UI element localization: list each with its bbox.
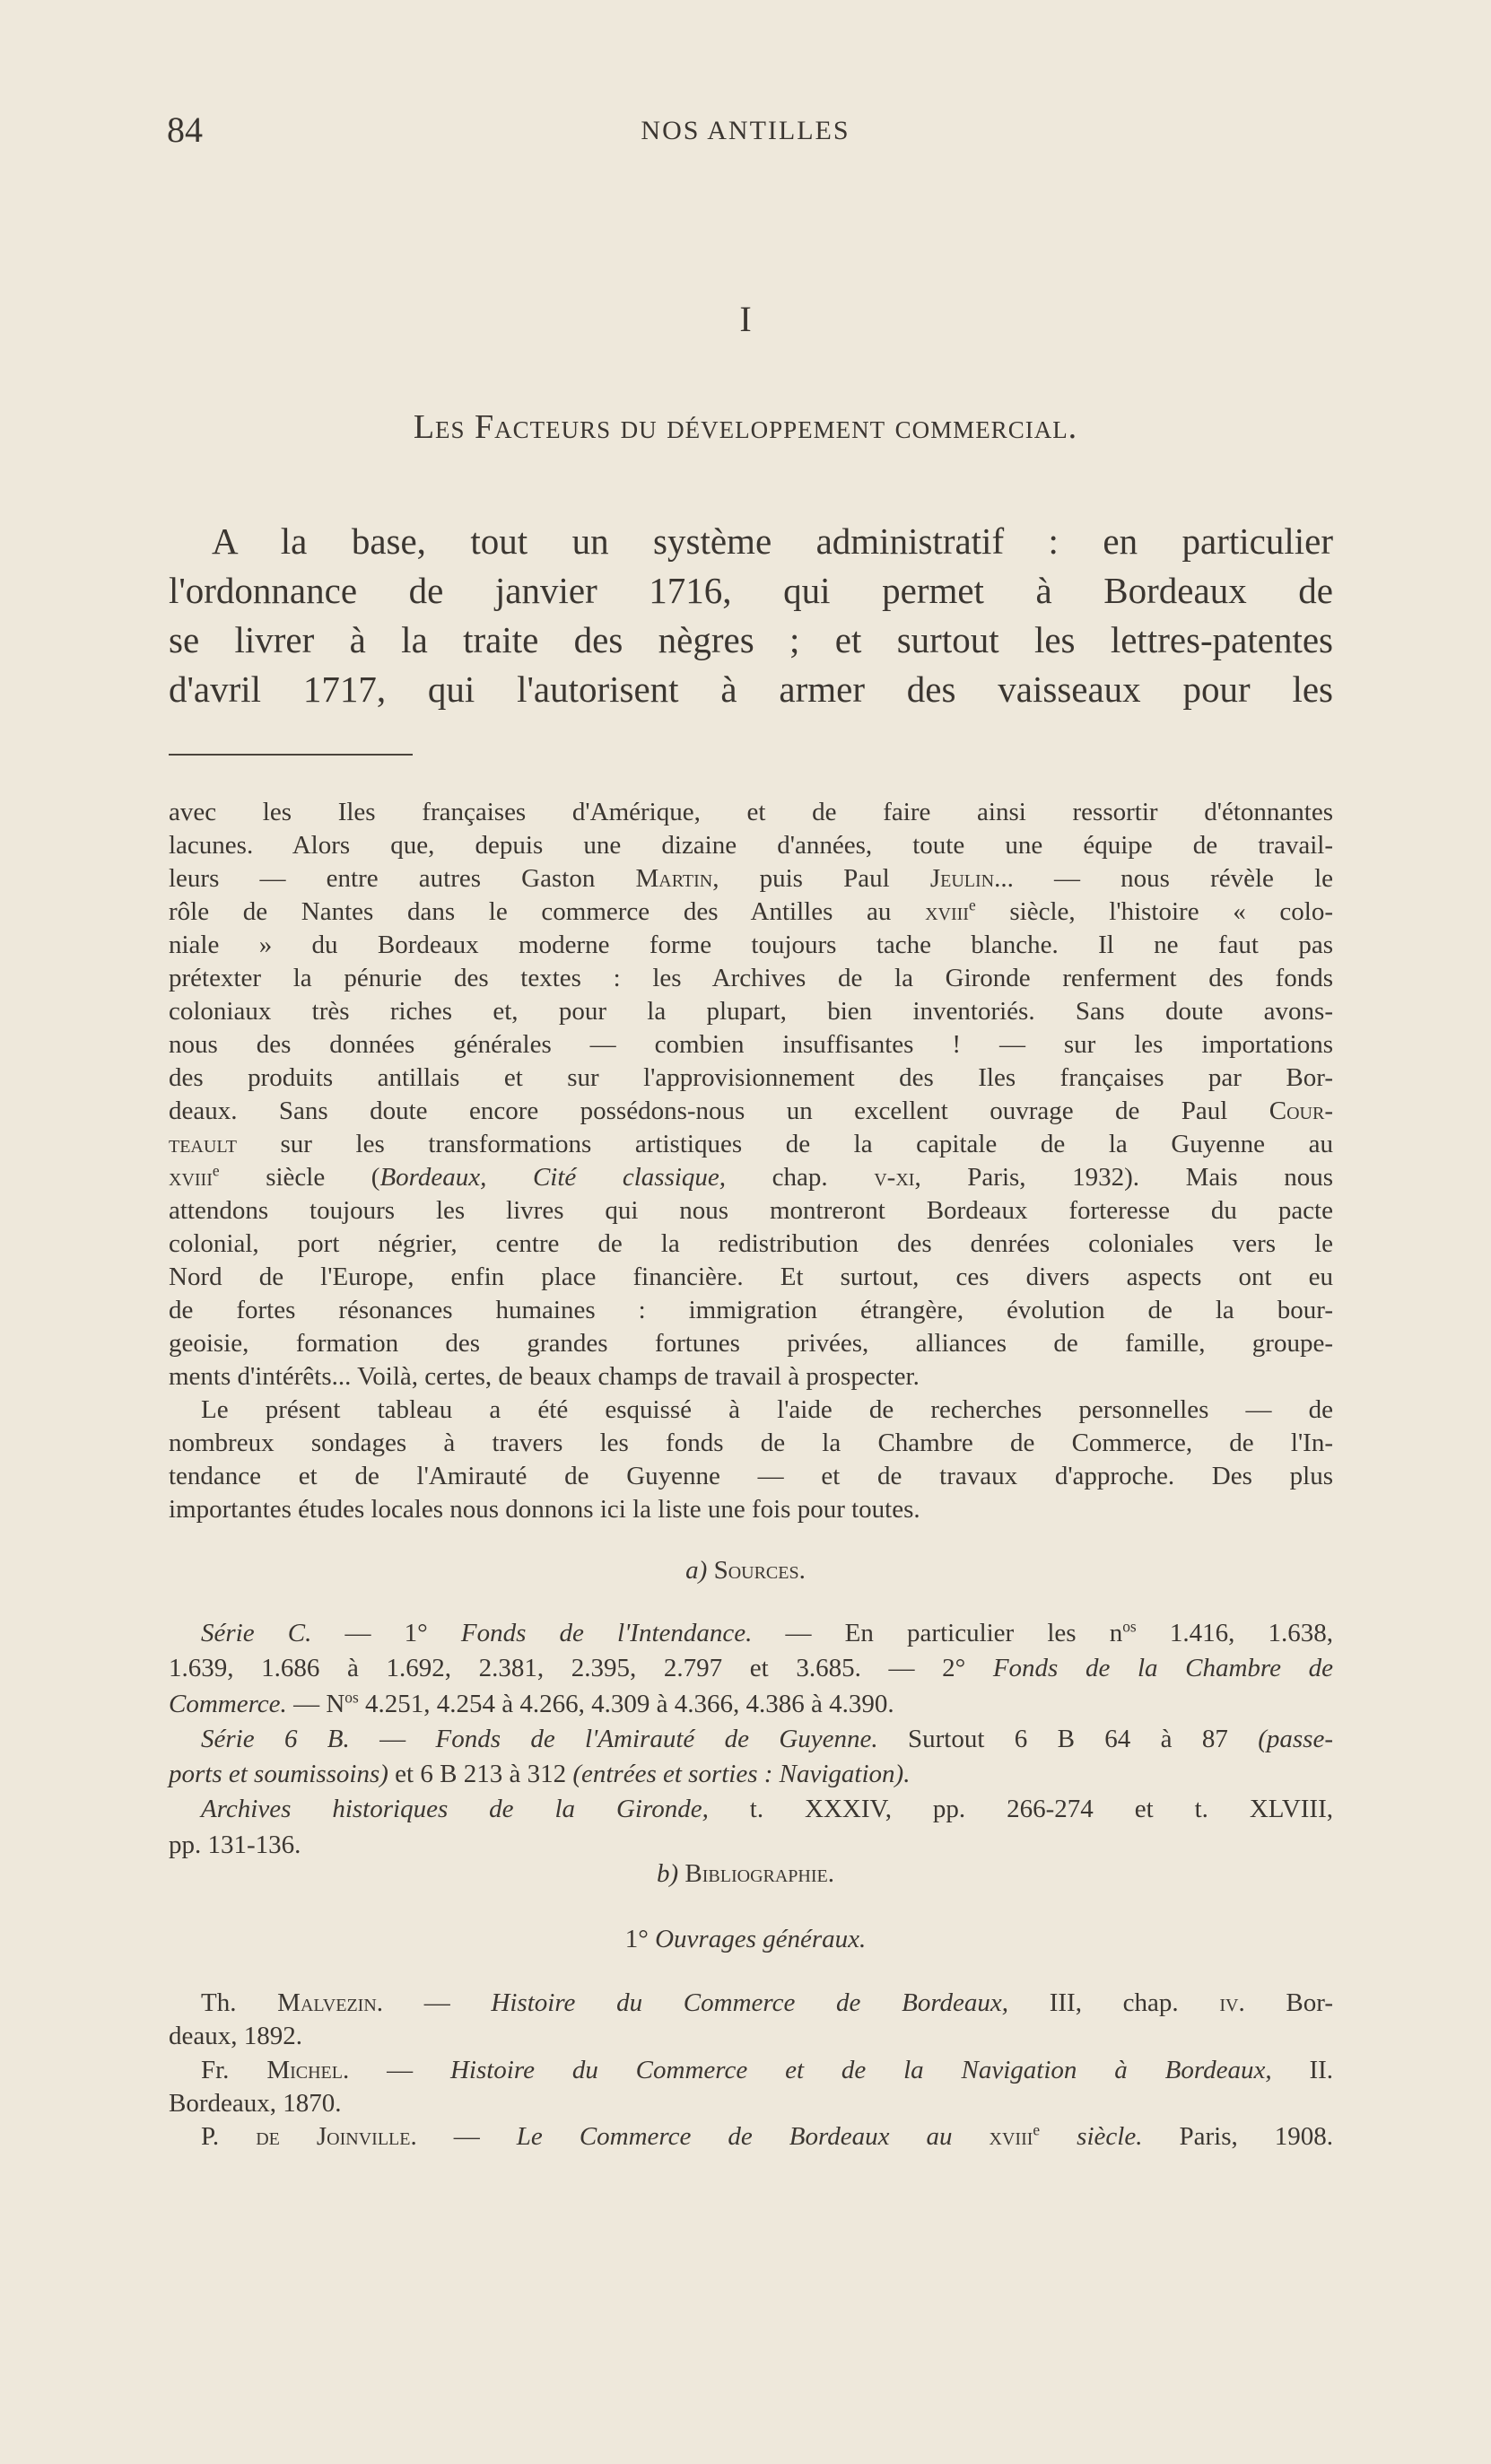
small-caps-run: xviii — [925, 897, 969, 926]
text-line — [169, 517, 1333, 566]
small-caps-run: Michel — [266, 2055, 343, 2084]
text-run: . Bor- — [1238, 1988, 1334, 2017]
italic-run: Commerce. — [169, 1689, 287, 1718]
italic-run: (passe- — [1258, 1724, 1333, 1753]
text-run: . — — [342, 2055, 450, 2084]
text-run: tendance et de l'Amirauté de Guyenne — et de travaux d'approche. Des plus — [169, 1462, 1333, 1490]
text-run: . — — [410, 2122, 517, 2152]
text-run: deaux. Sans doute encore possédons-nous un excellent ouvrage de Paul — [169, 1097, 1269, 1125]
text-run: Fr. — [201, 2055, 267, 2084]
small-caps-run: Martin — [635, 864, 713, 893]
text-run: Nord de l'Europe, enfin place financière. Et surtout, ces divers aspects ont eu — [169, 1263, 1333, 1291]
italic-run: siècle. — [1040, 2122, 1143, 2152]
text-run: Bordeaux, 1870. — [169, 2088, 342, 2118]
text-run: se livrer à la traite des nègres ; et surtout les lettres-patentes — [169, 619, 1333, 660]
italic-run: Bordeaux, Cité classique, — [379, 1163, 727, 1192]
text-run: nombreux sondages à travers les fonds de la Chambre de Commerce, de l'In- — [169, 1429, 1333, 1457]
text-run: deaux, 1892. — [169, 2022, 302, 2051]
section-numeral: I — [739, 299, 752, 339]
text-run: pp. 131-136. — [169, 1830, 301, 1859]
text-line — [169, 1987, 1333, 2020]
text-run: Th. — [201, 1988, 278, 2017]
italic-run: Archives historiques de la Gironde, — [201, 1795, 709, 1824]
text-run: d'avril 1717, qui l'autorisent à armer des vaisseaux pour les — [169, 668, 1333, 710]
text-run: siècle, l'histoire « colo- — [975, 897, 1333, 926]
text-run: — — [349, 1724, 436, 1753]
text-run: , puis Paul — [712, 864, 930, 893]
text-run: 1.639, 1.686 à 1.692, 2.381, 2.395, 2.797 et 3.685. — 2° — [169, 1654, 993, 1683]
text-line — [169, 1460, 1333, 1493]
text-run: chap. — [726, 1163, 875, 1192]
text-line — [169, 1062, 1333, 1095]
text-line — [169, 1360, 1333, 1394]
text-line — [169, 1228, 1333, 1261]
text-run: A la base, tout un système administratif : en particulier — [212, 520, 1333, 562]
superscript: os — [1122, 1617, 1137, 1636]
text-run: rôle de Nantes dans le commerce des Antilles au — [169, 897, 926, 926]
text-run: attendons toujours les livres qui nous montreront Bordeaux forteresse du pacte — [169, 1196, 1333, 1225]
text-line — [169, 1792, 1333, 1827]
general-works-label: Ouvrages généraux. — [655, 1925, 867, 1953]
sources-list — [169, 1616, 1333, 1863]
text-line — [169, 1722, 1333, 1757]
text-run: coloniaux très riches et, pour la plupart, bien inventoriés. Sans doute avons- — [169, 997, 1333, 1026]
text-run: Surtout 6 B 64 à 87 — [877, 1724, 1259, 1753]
text-line — [169, 2020, 1333, 2053]
text-run: l'ordonnance de janvier 1716, qui permet à Bordeaux de — [169, 570, 1333, 611]
italic-run: Fonds de l'Amirauté de Guyenne. — [435, 1724, 878, 1753]
text-run: des produits antillais et sur l'approvisionnement des Iles françaises par Bor- — [169, 1063, 1333, 1092]
section-title: Les Facteurs du développement commercial. — [413, 408, 1078, 446]
text-run: avec les Iles françaises d'Amérique, et de faire ainsi ressortir d'étonnantes — [169, 798, 1333, 826]
text-line — [169, 1394, 1333, 1427]
bibliography-list — [169, 1987, 1333, 2154]
text-line — [169, 1427, 1333, 1460]
text-run: prétexter la pénurie des textes : les Archives de la Gironde renferment des fonds — [169, 964, 1333, 992]
text-run: siècle ( — [219, 1163, 380, 1192]
text-run: niale » du Bordeaux moderne forme toujours tache blanche. Il ne faut pas — [169, 931, 1333, 959]
text-run: II. — [1271, 2055, 1334, 2084]
superscript: e — [1033, 2120, 1041, 2139]
text-line — [169, 2087, 1333, 2120]
footnote — [169, 796, 1333, 1526]
general-works-heading — [0, 1923, 1491, 1955]
small-caps-run: iv — [1219, 1988, 1239, 2017]
italic-run: Le Commerce de Bordeaux au — [516, 2122, 990, 2152]
text-run: lacunes. Alors que, depuis une dizaine d'années, toute une équipe de travail- — [169, 831, 1333, 860]
text-line — [169, 1327, 1333, 1360]
superscript: os — [344, 1687, 359, 1706]
text-run: et 6 B 213 à 312 — [388, 1760, 573, 1789]
superscript: e — [968, 896, 976, 914]
text-run: P. — [201, 2122, 257, 2152]
text-line — [169, 2120, 1333, 2154]
text-run: sur les transformations artistiques de la capitale de la Guyenne au — [236, 1130, 1333, 1158]
footnote-divider — [169, 754, 413, 756]
text-run: nous des données générales — combien insuffisantes ! — sur les importations — [169, 1030, 1333, 1059]
text-run: importantes études locales nous donnons ici la liste une fois pour toutes. — [169, 1495, 920, 1524]
italic-run: ports et soumissoins) — [169, 1760, 388, 1789]
text-run: t. XXXIV, pp. 266-274 et t. XLVIII, — [708, 1795, 1333, 1824]
general-works-prefix: 1° — [624, 1925, 649, 1953]
text-line — [169, 829, 1333, 862]
text-line — [169, 1493, 1333, 1526]
text-run: — 1° — [311, 1619, 461, 1647]
sources-heading-prefix: a) — [685, 1556, 708, 1585]
running-title: NOS ANTILLES — [641, 116, 850, 145]
small-caps-run: xviii — [989, 2122, 1033, 2152]
italic-run: Série C. — [201, 1619, 312, 1647]
small-caps-run: de Joinville — [256, 2122, 411, 2152]
text-line — [169, 616, 1333, 665]
text-line — [169, 665, 1333, 714]
text-line — [169, 962, 1333, 995]
text-run: . — — [376, 1988, 492, 2017]
text-run: de fortes résonances humaines : immigration étrangère, évolution de la bour- — [169, 1296, 1333, 1324]
sources-heading-label: Sources. — [713, 1556, 806, 1585]
bibliography-heading — [0, 1857, 1491, 1890]
text-line — [169, 1028, 1333, 1062]
bibliography-heading-label: Bibliographie. — [684, 1859, 834, 1888]
text-line — [169, 1651, 1333, 1686]
italic-run: Série 6 B. — [201, 1724, 350, 1753]
small-caps-run: Malvezin — [277, 1988, 377, 2017]
text-run: ments d'intérêts... Voilà, certes, de beaux champs de travail à prospecter. — [169, 1362, 920, 1391]
text-run: , Paris, 1932). Mais nous — [914, 1163, 1333, 1192]
italic-run: Histoire du Commerce de Bordeaux, — [491, 1988, 1009, 2017]
small-caps-run: teault — [169, 1130, 237, 1158]
small-caps-run: Cour- — [1269, 1097, 1333, 1125]
text-line — [169, 1616, 1333, 1651]
main-paragraph — [169, 517, 1333, 714]
text-line — [169, 862, 1333, 896]
italic-run: Fonds de l'Intendance. — [460, 1619, 753, 1647]
text-run: leurs — entre autres Gaston — [169, 864, 636, 893]
text-line — [169, 2054, 1333, 2087]
bibliography-heading-prefix: b) — [656, 1859, 679, 1888]
page-number: 84 — [167, 109, 203, 150]
text-line — [169, 995, 1333, 1028]
text-line — [169, 1294, 1333, 1327]
text-run: 1.416, 1.638, — [1136, 1619, 1333, 1647]
small-caps-run: xviii — [169, 1163, 213, 1192]
text-run: III, chap. — [1008, 1988, 1220, 2017]
text-run: — N — [286, 1689, 345, 1718]
text-run: — En particulier les n — [752, 1619, 1123, 1647]
text-line — [169, 1128, 1333, 1161]
italic-run: (entrées et sorties : Navigation). — [572, 1760, 911, 1789]
text-line — [169, 1757, 1333, 1792]
text-run: geoisie, formation des grandes fortunes privées, alliances de famille, groupe- — [169, 1329, 1333, 1358]
text-line — [169, 796, 1333, 829]
text-run: 4.251, 4.254 à 4.266, 4.309 à 4.366, 4.386 à 4.390. — [358, 1689, 894, 1718]
text-line — [169, 896, 1333, 929]
small-caps-run: v-xi — [874, 1163, 915, 1192]
superscript: e — [212, 1161, 220, 1180]
text-run: colonial, port négrier, centre de la redistribution des denrées coloniales vers le — [169, 1229, 1333, 1258]
small-caps-run: Jeulin — [929, 864, 995, 893]
text-line — [169, 1095, 1333, 1128]
text-line — [169, 1194, 1333, 1228]
text-line — [169, 1261, 1333, 1294]
sources-heading — [0, 1554, 1491, 1586]
text-line — [169, 929, 1333, 962]
text-line — [169, 1161, 1333, 1194]
text-run: ... — nous révèle le — [994, 864, 1333, 893]
italic-run: Histoire du Commerce et de la Navigation à Bordeaux, — [449, 2055, 1272, 2084]
text-line — [169, 1687, 1333, 1722]
text-run: Le présent tableau a été esquissé à l'aide de recherches personnelles — de — [201, 1395, 1333, 1424]
italic-run: Fonds de la Chambre de — [992, 1654, 1333, 1683]
text-line — [169, 566, 1333, 616]
text-run: Paris, 1908. — [1142, 2122, 1334, 2152]
